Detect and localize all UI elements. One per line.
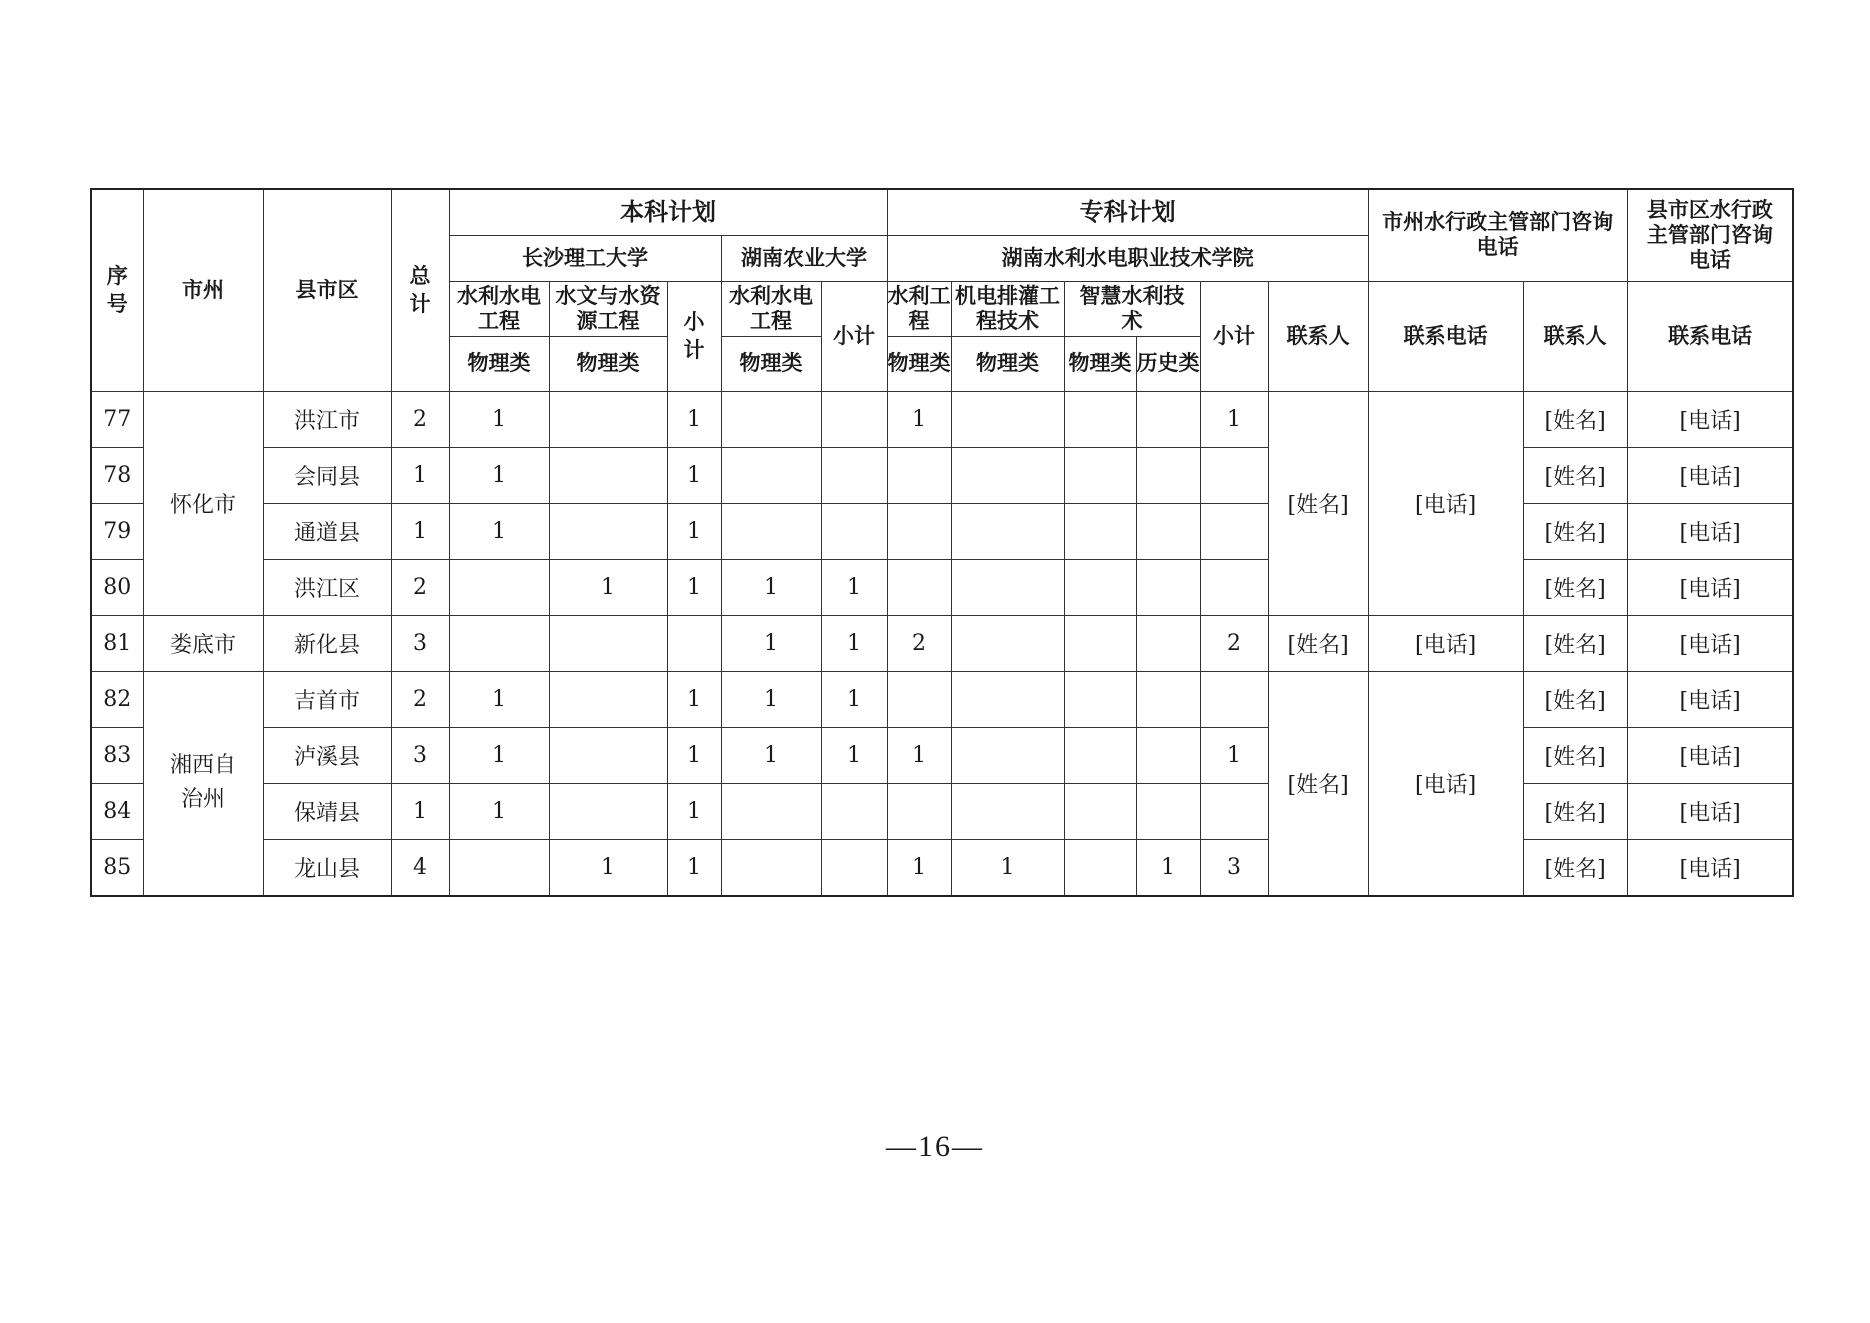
count-cell <box>887 447 951 503</box>
count-cell: 1 <box>721 559 821 615</box>
count-cell <box>1064 727 1136 783</box>
total-cell: 2 <box>391 559 449 615</box>
county-contact-phone: [电话] <box>1627 783 1793 839</box>
count-cell <box>1200 559 1268 615</box>
count-cell <box>1136 671 1200 727</box>
county-contact-phone: [电话] <box>1627 727 1793 783</box>
count-cell <box>1064 391 1136 447</box>
county-contact-person: [姓名] <box>1523 615 1627 671</box>
table-row <box>91 559 1793 615</box>
row-seq: 79 <box>91 503 143 559</box>
county-cell: 龙山县 <box>263 839 391 896</box>
county-contact-phone: [电话] <box>1627 671 1793 727</box>
county-contact-phone: [电话] <box>1627 615 1793 671</box>
count-cell <box>1136 783 1200 839</box>
city-contact-person: [姓名] <box>1268 391 1368 615</box>
count-cell <box>951 615 1064 671</box>
count-cell <box>449 615 549 671</box>
header-major-irrigation: 机电排灌工程技术 <box>951 281 1064 336</box>
table-row <box>91 503 1793 559</box>
header-subtotal-hunau: 小计 <box>821 281 887 391</box>
city-contact-person: [姓名] <box>1268 615 1368 671</box>
count-cell <box>549 671 667 727</box>
count-cell <box>1200 783 1268 839</box>
county-cell: 洪江区 <box>263 559 391 615</box>
header-city: 市州 <box>143 189 263 391</box>
count-cell: 1 <box>951 839 1064 896</box>
county-contact-person: [姓名] <box>1523 783 1627 839</box>
count-cell <box>667 615 721 671</box>
count-cell <box>1064 447 1136 503</box>
count-cell: 1 <box>667 447 721 503</box>
count-cell <box>1064 559 1136 615</box>
header-category-physics: 物理类 <box>887 336 951 391</box>
total-cell: 1 <box>391 447 449 503</box>
header-city-contact-person: 联系人 <box>1268 281 1368 391</box>
header-county-contact-phone: 联系电话 <box>1627 281 1793 391</box>
county-contact-phone: [电话] <box>1627 559 1793 615</box>
count-cell: 1 <box>449 727 549 783</box>
header-school-csust: 长沙理工大学 <box>449 235 721 281</box>
count-cell: 1 <box>549 839 667 896</box>
page-number: —16— <box>886 1130 984 1163</box>
row-seq: 78 <box>91 447 143 503</box>
count-cell <box>951 727 1064 783</box>
county-contact-person: [姓名] <box>1523 727 1627 783</box>
count-cell <box>887 671 951 727</box>
total-cell: 2 <box>391 671 449 727</box>
city-contact-phone: [电话] <box>1368 391 1523 615</box>
header-category-history: 历史类 <box>1136 336 1200 391</box>
enrollment-plan-table <box>90 188 1794 897</box>
header-category-physics: 物理类 <box>1064 336 1136 391</box>
count-cell <box>449 839 549 896</box>
count-cell <box>1064 783 1136 839</box>
count-cell <box>1136 559 1200 615</box>
count-cell <box>887 503 951 559</box>
header-undergrad-plan: 本科计划 <box>449 189 887 235</box>
count-cell <box>721 839 821 896</box>
table-row <box>91 783 1793 839</box>
header-major-hydro-resources: 水文与水资源工程 <box>549 281 667 336</box>
count-cell <box>951 503 1064 559</box>
header-subtotal-csust: 小计 <box>667 281 721 391</box>
count-cell: 1 <box>667 839 721 896</box>
count-cell <box>549 615 667 671</box>
count-cell <box>1200 447 1268 503</box>
count-cell <box>549 783 667 839</box>
header-seq: 序号 <box>91 189 143 391</box>
count-cell: 1 <box>821 559 887 615</box>
row-seq: 81 <box>91 615 143 671</box>
header-major-water-eng: 水利工程 <box>887 281 951 336</box>
county-cell: 新化县 <box>263 615 391 671</box>
city-contact-phone: [电话] <box>1368 615 1523 671</box>
county-contact-phone: [电话] <box>1627 391 1793 447</box>
count-cell: 1 <box>1136 839 1200 896</box>
count-cell: 1 <box>667 727 721 783</box>
county-contact-person: [姓名] <box>1523 391 1627 447</box>
header-category-physics: 物理类 <box>721 336 821 391</box>
table-body <box>91 391 1793 896</box>
county-contact-phone: [电话] <box>1627 503 1793 559</box>
count-cell: 1 <box>549 559 667 615</box>
count-cell: 1 <box>721 671 821 727</box>
county-contact-person: [姓名] <box>1523 503 1627 559</box>
count-cell <box>821 391 887 447</box>
count-cell: 1 <box>449 391 549 447</box>
count-cell: 1 <box>667 503 721 559</box>
count-cell <box>721 447 821 503</box>
count-cell <box>951 391 1064 447</box>
count-cell <box>1200 671 1268 727</box>
count-cell: 1 <box>449 447 549 503</box>
header-county-contact-person: 联系人 <box>1523 281 1627 391</box>
count-cell <box>821 447 887 503</box>
county-cell: 会同县 <box>263 447 391 503</box>
county-contact-phone: [电话] <box>1627 839 1793 896</box>
city-contact-phone: [电话] <box>1368 671 1523 896</box>
table-row <box>91 615 1793 671</box>
header-county-contact-group: 县市区水行政主管部门咨询电话 <box>1627 189 1793 281</box>
count-cell <box>887 559 951 615</box>
count-cell <box>721 783 821 839</box>
header-major-hydro: 水利水电工程 <box>449 281 549 336</box>
city-cell: 娄底市 <box>143 615 263 671</box>
county-cell: 通道县 <box>263 503 391 559</box>
header-category-physics: 物理类 <box>951 336 1064 391</box>
table-header <box>91 189 1793 391</box>
county-contact-person: [姓名] <box>1523 447 1627 503</box>
count-cell <box>449 559 549 615</box>
row-seq: 84 <box>91 783 143 839</box>
count-cell <box>549 391 667 447</box>
count-cell: 1 <box>449 503 549 559</box>
count-cell: 1 <box>721 727 821 783</box>
count-cell <box>1064 615 1136 671</box>
header-school-hnwp: 湖南水利水电职业技术学院 <box>887 235 1368 281</box>
count-cell <box>951 447 1064 503</box>
table-row <box>91 447 1793 503</box>
county-contact-person: [姓名] <box>1523 671 1627 727</box>
header-major-smart: 智慧水利技术 <box>1064 281 1200 336</box>
total-cell: 1 <box>391 783 449 839</box>
city-contact-person: [姓名] <box>1268 671 1368 896</box>
header-city-contact-phone: 联系电话 <box>1368 281 1523 391</box>
county-cell: 洪江市 <box>263 391 391 447</box>
county-cell: 泸溪县 <box>263 727 391 783</box>
count-cell: 2 <box>1200 615 1268 671</box>
header-subtotal-junior: 小计 <box>1200 281 1268 391</box>
count-cell <box>1064 503 1136 559</box>
header-category-physics: 物理类 <box>449 336 549 391</box>
total-cell: 3 <box>391 615 449 671</box>
header-junior-plan: 专科计划 <box>887 189 1368 235</box>
total-cell: 4 <box>391 839 449 896</box>
count-cell: 1 <box>667 783 721 839</box>
count-cell: 1 <box>667 671 721 727</box>
row-seq: 82 <box>91 671 143 727</box>
count-cell <box>721 391 821 447</box>
count-cell <box>549 727 667 783</box>
count-cell: 1 <box>887 839 951 896</box>
row-seq: 77 <box>91 391 143 447</box>
row-seq: 85 <box>91 839 143 896</box>
row-seq: 80 <box>91 559 143 615</box>
city-cell: 湘西自治州 <box>143 671 263 896</box>
table-row <box>91 839 1793 896</box>
header-total: 总计 <box>391 189 449 391</box>
header-county: 县市区 <box>263 189 391 391</box>
count-cell <box>951 783 1064 839</box>
city-cell: 怀化市 <box>143 391 263 615</box>
count-cell: 1 <box>887 727 951 783</box>
count-cell: 1 <box>1200 391 1268 447</box>
count-cell: 1 <box>449 783 549 839</box>
count-cell: 1 <box>667 559 721 615</box>
count-cell: 2 <box>887 615 951 671</box>
county-cell: 吉首市 <box>263 671 391 727</box>
count-cell <box>821 783 887 839</box>
count-cell <box>1136 503 1200 559</box>
count-cell: 1 <box>887 391 951 447</box>
count-cell <box>821 503 887 559</box>
count-cell <box>721 503 821 559</box>
count-cell <box>1136 615 1200 671</box>
county-contact-person: [姓名] <box>1523 839 1627 896</box>
header-school-hunau: 湖南农业大学 <box>721 235 887 281</box>
count-cell <box>1136 447 1200 503</box>
count-cell: 1 <box>821 671 887 727</box>
county-cell: 保靖县 <box>263 783 391 839</box>
table-row <box>91 671 1793 727</box>
total-cell: 2 <box>391 391 449 447</box>
count-cell: 1 <box>821 615 887 671</box>
header-major-hydro-hunau: 水利水电工程 <box>721 281 821 336</box>
count-cell: 1 <box>821 727 887 783</box>
count-cell <box>821 839 887 896</box>
table-row <box>91 727 1793 783</box>
county-contact-phone: [电话] <box>1627 447 1793 503</box>
table-row <box>91 391 1793 447</box>
total-cell: 3 <box>391 727 449 783</box>
count-cell <box>951 671 1064 727</box>
count-cell <box>1064 671 1136 727</box>
count-cell <box>549 503 667 559</box>
count-cell <box>549 447 667 503</box>
header-city-contact-group: 市州水行政主管部门咨询电话 <box>1368 189 1627 281</box>
count-cell <box>1200 503 1268 559</box>
count-cell <box>1064 839 1136 896</box>
row-seq: 83 <box>91 727 143 783</box>
count-cell <box>1136 727 1200 783</box>
county-contact-person: [姓名] <box>1523 559 1627 615</box>
count-cell: 3 <box>1200 839 1268 896</box>
count-cell: 1 <box>449 671 549 727</box>
count-cell: 1 <box>721 615 821 671</box>
total-cell: 1 <box>391 503 449 559</box>
count-cell <box>887 783 951 839</box>
count-cell <box>951 559 1064 615</box>
count-cell <box>1136 391 1200 447</box>
header-category-physics: 物理类 <box>549 336 667 391</box>
count-cell: 1 <box>667 391 721 447</box>
count-cell: 1 <box>1200 727 1268 783</box>
